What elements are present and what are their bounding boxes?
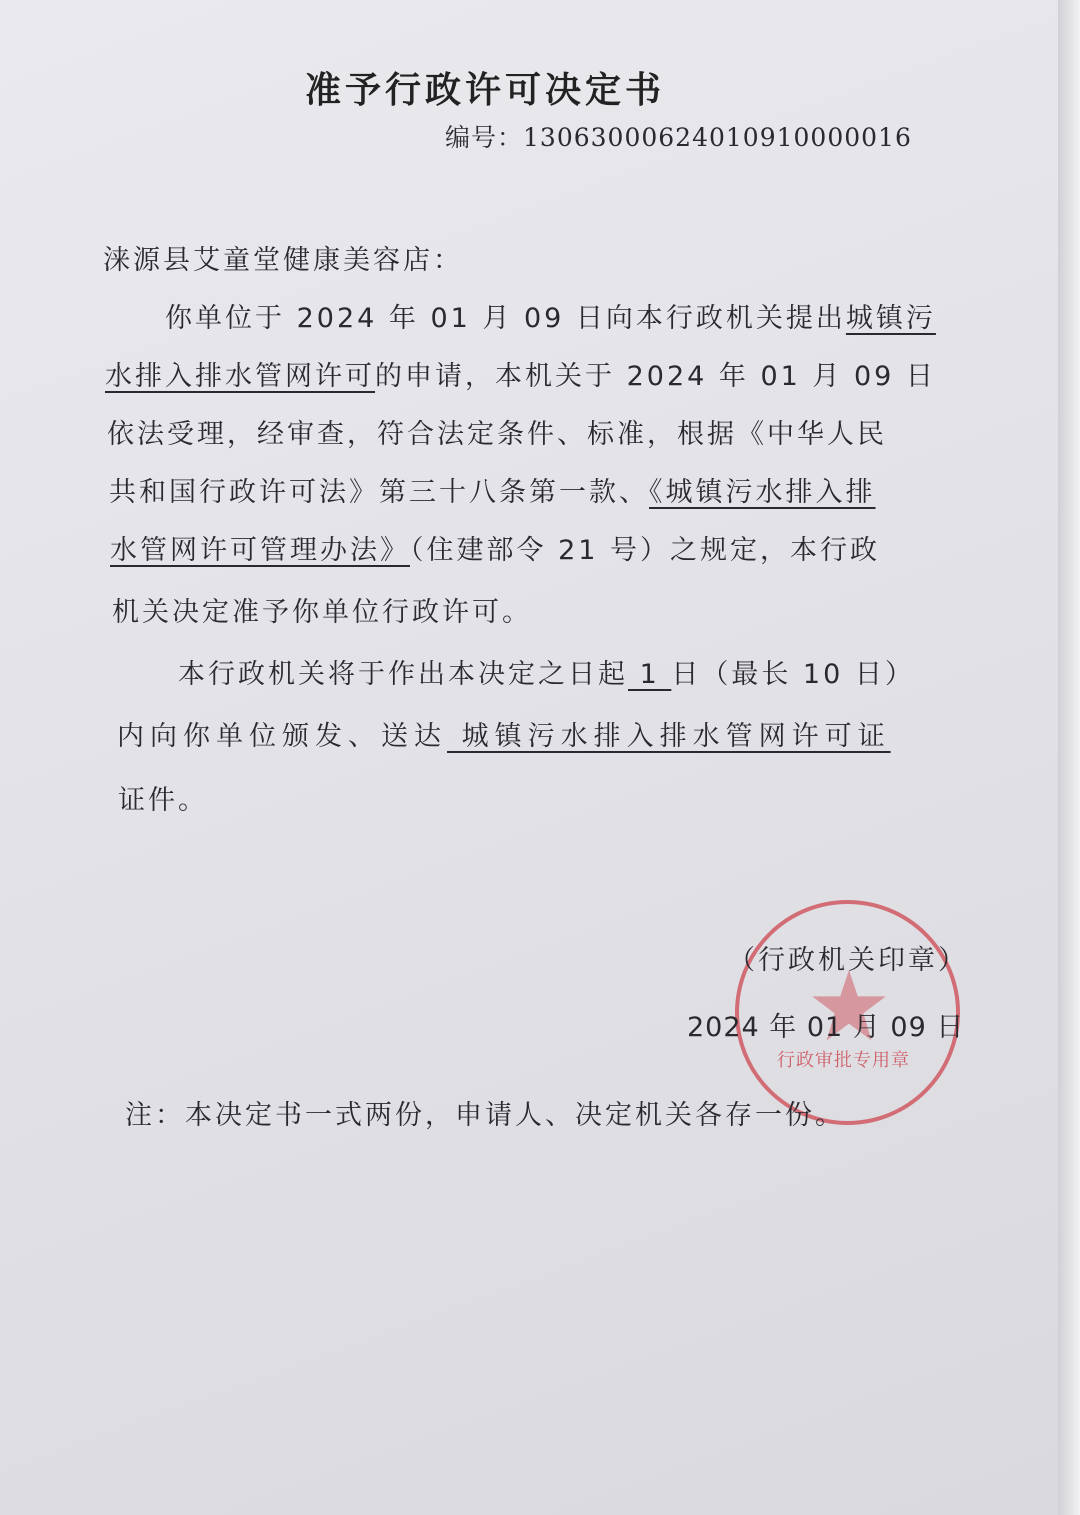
- note: 注：本决定书一式两份，申请人、决定机关各存一份。: [125, 1100, 845, 1131]
- text: 你单位于 2024 年 01 月 09 日向本行政机关提出: [165, 303, 846, 334]
- page-edge: [1058, 0, 1080, 1515]
- para2-line1: [178, 652, 915, 691]
- number-value: 13063000624010910000016: [523, 123, 912, 152]
- para2-line2: [117, 714, 891, 753]
- text: （住建部令 21 号）之规定，本行政: [410, 535, 881, 566]
- para1-line3: 依法受理，经审查，符合法定条件、标准，根据《中华人民: [107, 419, 887, 450]
- para1-line2: [105, 354, 936, 393]
- para1-line5: [110, 528, 880, 567]
- seal-label: （行政机关印章）: [728, 945, 968, 976]
- para1-line4: [109, 470, 876, 509]
- underlined-text: 1: [628, 659, 672, 690]
- underlined-text: 城镇污: [845, 303, 936, 334]
- document-title: 准予行政许可决定书: [305, 70, 666, 111]
- underlined-text: 水管网许可管理办法》: [110, 535, 410, 566]
- seal-text: 行政审批专用章: [777, 1050, 910, 1071]
- document-number: [445, 118, 912, 154]
- para1-line1: [165, 296, 936, 335]
- underlined-text: 《城镇污水排入排: [649, 477, 876, 508]
- underlined-text: 城镇污水排入排水管网许可证: [447, 721, 891, 752]
- text: 共和国行政许可法》第三十八条第一款、: [109, 477, 649, 508]
- decision-date: 2024 年 01 月 09 日: [687, 1012, 965, 1043]
- addressee: 涞源县艾童堂健康美容店：: [103, 245, 463, 276]
- para1-line6: 机关决定准予你单位行政许可。: [112, 597, 532, 628]
- text: 内向你单位颁发、送达: [117, 721, 447, 752]
- text: 本行政机关将于作出本决定之日起: [178, 659, 628, 690]
- text: 的申请，本机关于 2024 年 01 月 09 日: [375, 361, 936, 392]
- para2-line3: 证件。: [118, 785, 208, 816]
- number-label: 编号：: [445, 123, 524, 152]
- underlined-text: 水排入排水管网许可: [105, 361, 375, 392]
- text: 日（最长 10 日）: [671, 659, 915, 690]
